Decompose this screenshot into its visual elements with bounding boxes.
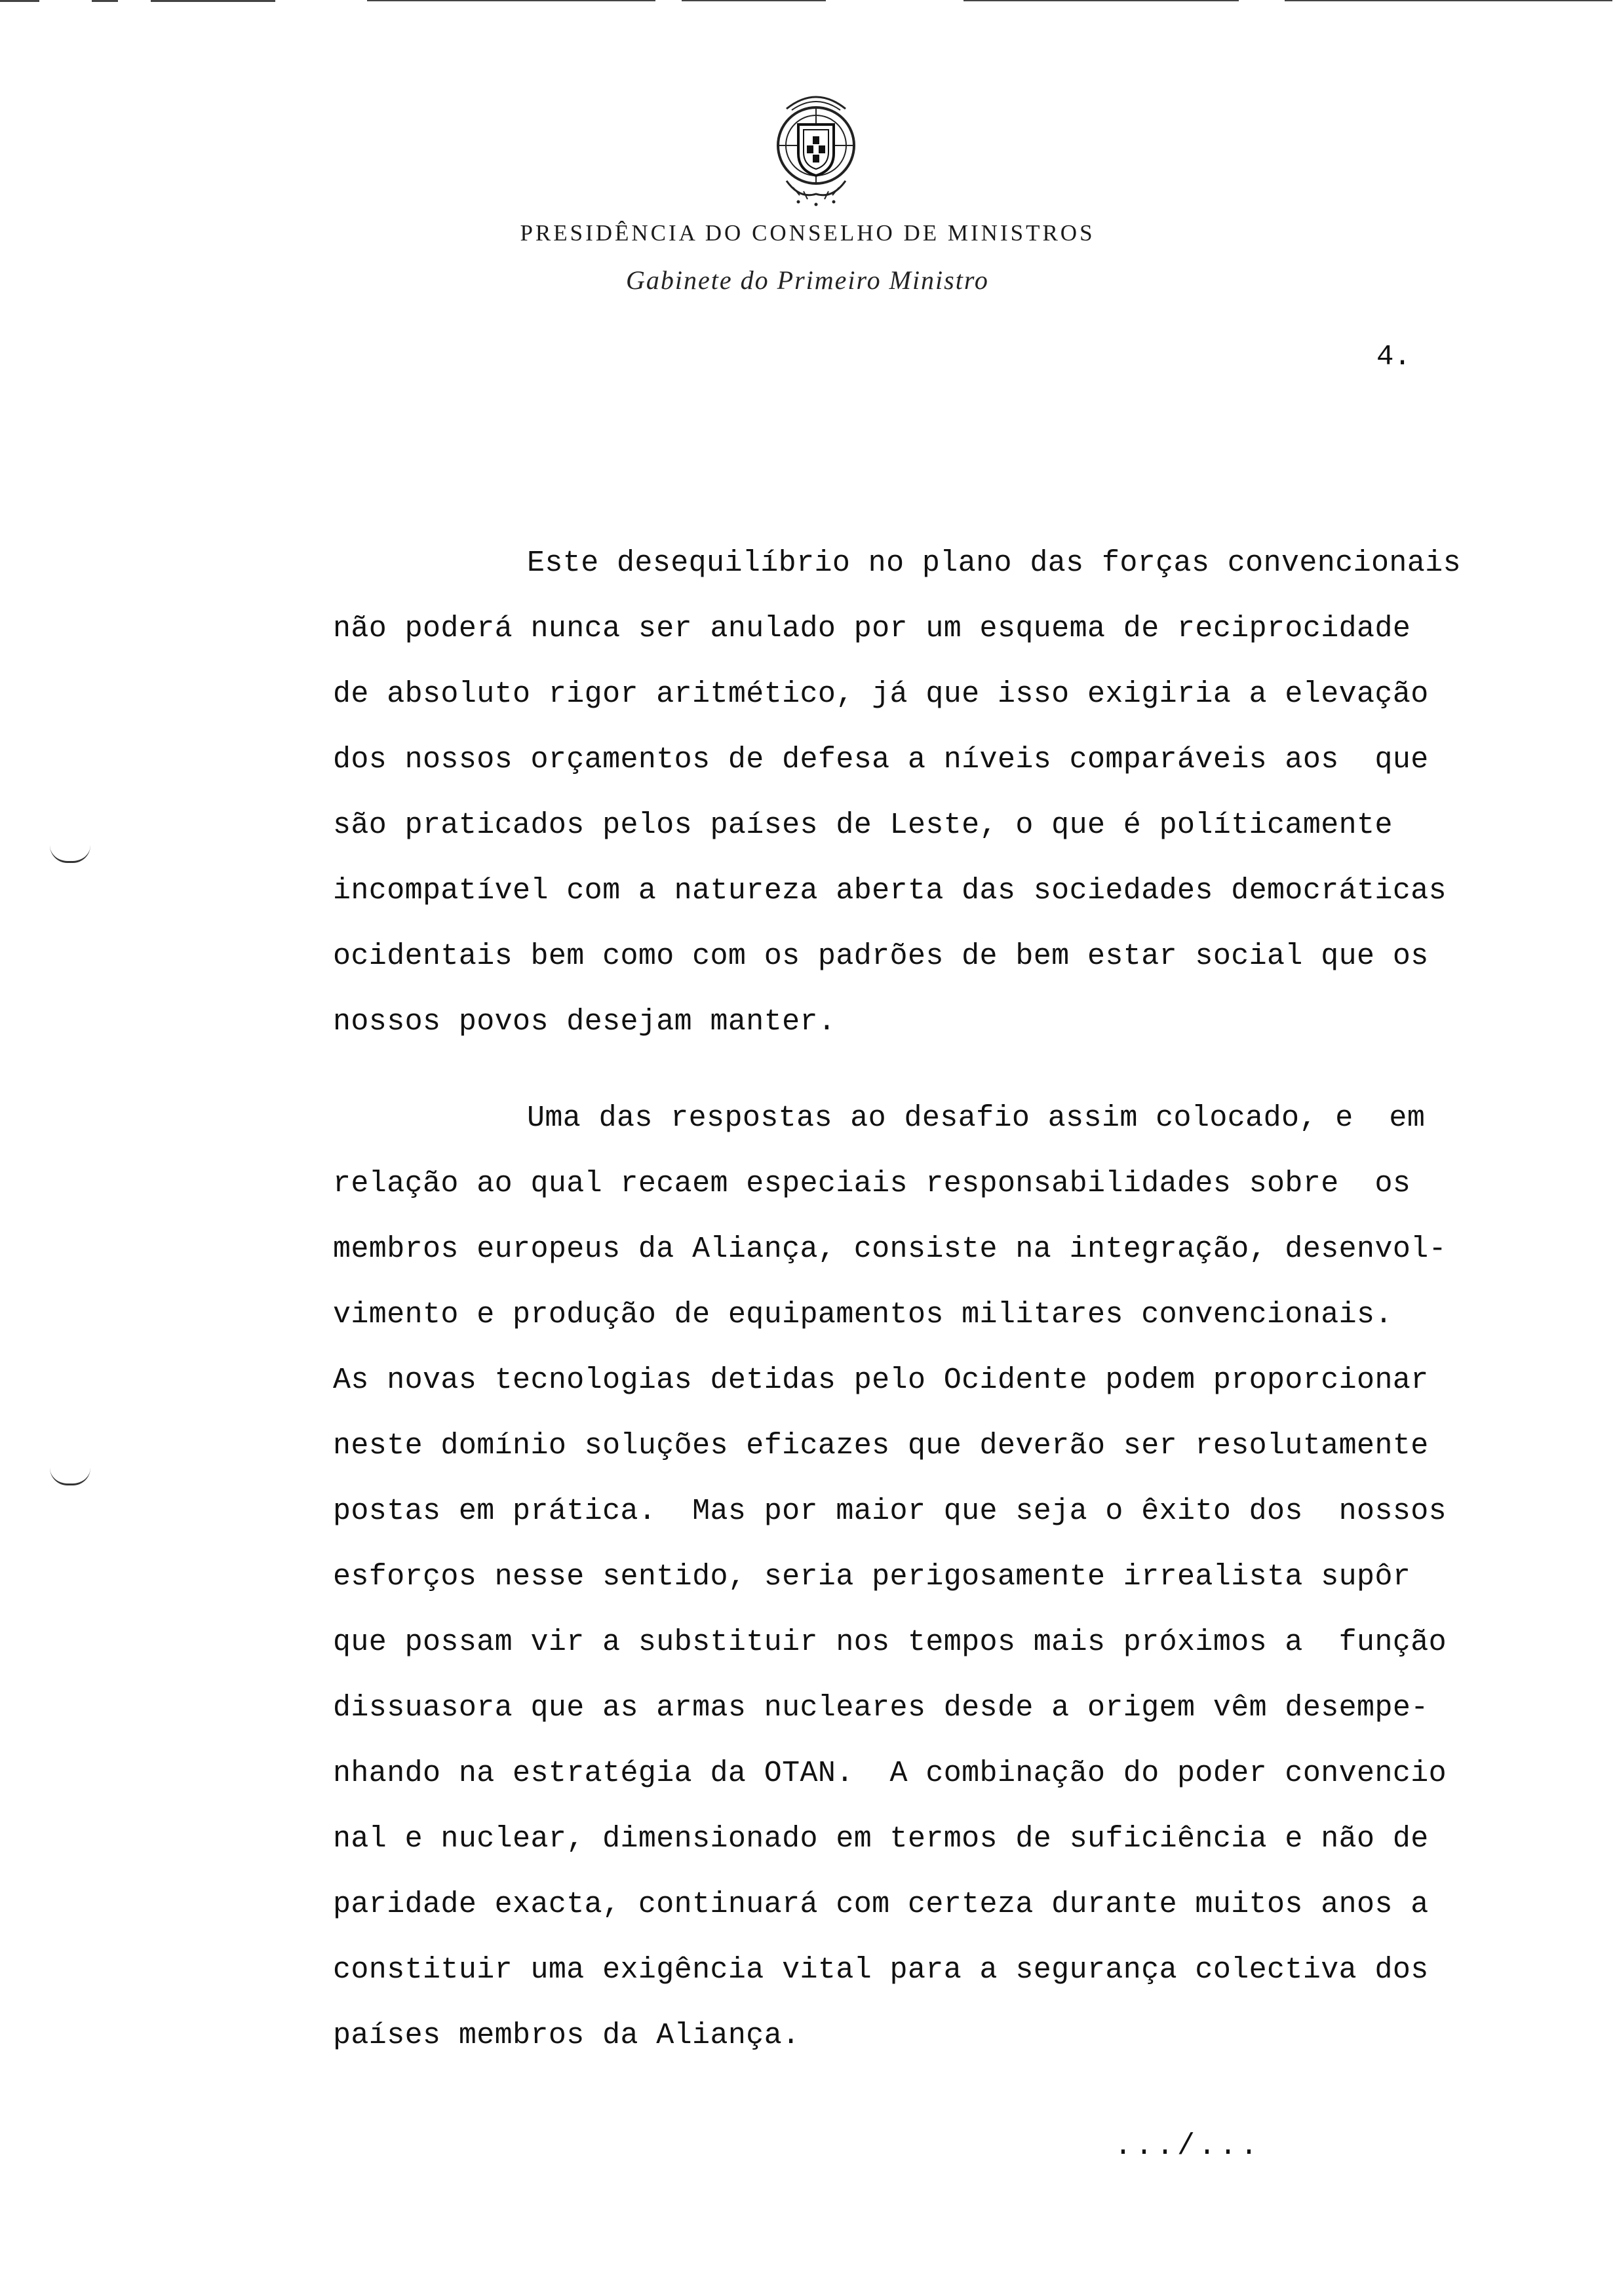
margin-mark — [50, 1468, 90, 1485]
paragraph-1 — [333, 531, 1559, 1055]
text-line: dissuasora que as armas nucleares desde a origem vêm desempe- — [333, 1691, 1429, 1725]
text-line: não poderá nunca ser anulado por um esquema de reciprocidade — [333, 612, 1411, 645]
text-line: nhando na estratégia da OTAN. A combinação do poder convencio — [333, 1757, 1447, 1790]
text-line: são praticados pelos países de Leste, o que é políticamente — [333, 809, 1393, 842]
scan-edge-mark — [0, 0, 39, 2]
text-line: que possam vir a substituir nos tempos mais próximos a função — [333, 1626, 1447, 1659]
text-line: postas em prática. Mas por maior que seja o êxito dos nossos — [333, 1495, 1447, 1528]
text-line: As novas tecnologias detidas pelo Ocidente podem proporcionar — [333, 1364, 1429, 1397]
scan-edge-mark — [151, 0, 275, 2]
text-line: países membros da Aliança. — [333, 2019, 800, 2052]
text-line: dos nossos orçamentos de defesa a níveis comparáveis aos que — [333, 743, 1429, 776]
text-line: esforços nesse sentido, seria perigosamente irrealista supôr — [333, 1560, 1411, 1594]
text-line: incompatível com a natureza aberta das sociedades democráticas — [333, 874, 1447, 908]
text-line: vimento e produção de equipamentos militares convencionais. — [333, 1298, 1393, 1331]
text-line: paridade exacta, continuará com certeza durante muitos anos a — [333, 1888, 1429, 1921]
text-line: nal e nuclear, dimensionado em termos de suficiência e não de — [333, 1822, 1429, 1856]
letterhead-institution: PRESIDÊNCIA DO CONSELHO DE MINISTROS — [520, 220, 1095, 246]
page-number: 4. — [1376, 341, 1411, 373]
scan-edge-mark — [1285, 0, 1612, 1]
coat-of-arms-seal — [760, 89, 872, 207]
text-line: constituir uma exigência vital para a segurança colectiva dos — [333, 1953, 1429, 1987]
continuation-marker: .../... — [1114, 2130, 1262, 2163]
text-line: neste domínio soluções eficazes que deverão ser resolutamente — [333, 1429, 1429, 1463]
text-line: Este desequilíbrio no plano das forças convencionais — [527, 546, 1462, 580]
paragraph-2 — [333, 1086, 1559, 2069]
text-line: ocidentais bem como com os padrões de bem estar social que os — [333, 940, 1429, 973]
text-line: Uma das respostas ao desafio assim colocado, e em — [527, 1101, 1426, 1135]
text-line: relação ao qual recaem especiais responsabilidades sobre os — [333, 1167, 1411, 1200]
text-line: membros europeus da Aliança, consiste na integração, desenvol- — [333, 1233, 1447, 1266]
text-line: de absoluto rigor aritmético, já que isso exigiria a elevação — [333, 678, 1429, 711]
letterhead-office: Gabinete do Primeiro Ministro — [626, 265, 989, 295]
scan-edge-mark — [92, 0, 118, 2]
text-line: nossos povos desejam manter. — [333, 1005, 836, 1039]
scan-edge-mark — [963, 0, 1239, 1]
scan-edge-mark — [367, 0, 655, 1]
margin-mark — [50, 845, 90, 863]
body-text — [333, 531, 1559, 2069]
scan-edge-mark — [682, 0, 826, 1]
